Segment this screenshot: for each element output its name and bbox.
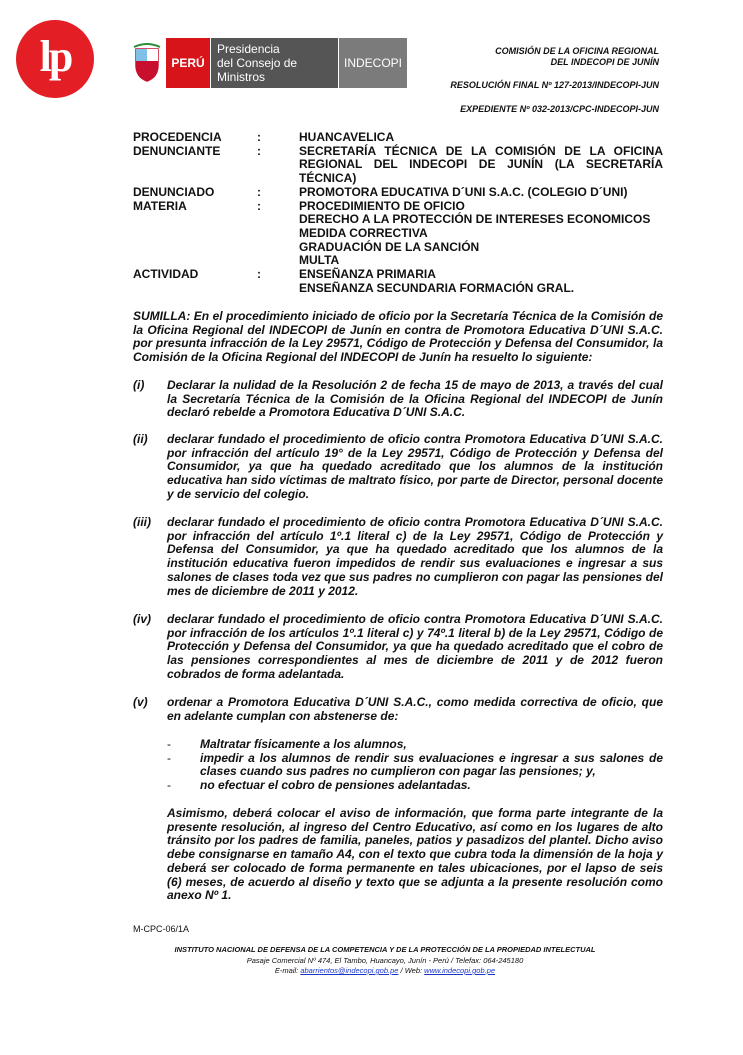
commission-line-1: COMISIÓN DE LA OFICINA REGIONAL [495,46,659,56]
denunciante-row [133,145,663,186]
colon: : [257,184,261,199]
colon: : [257,130,261,144]
list-item [167,779,663,793]
email-prefix: E-mail: [274,966,301,975]
coat-of-arms-icon [128,38,166,88]
web-link[interactable]: www.indecopi.gob.pe [424,966,496,975]
denunciante-value: SECRETARÍA TÉCNICA DE LA COMISIÓN DE LA OFICINA REGIONAL DEL INDECOPI DE JUNÍN (LA SECRETARÍA TÉCNICA) [299,143,663,186]
email-link[interactable]: abarrientos@indecopi.gob.pe [300,966,399,975]
item-number: (iii) [133,515,151,529]
lp-logo: lp [16,20,94,98]
actividad-row [133,268,663,295]
materia-item: MEDIDA CORRECTIVA [299,225,428,240]
actividad-item: ENSEÑANZA PRIMARIA [299,267,436,282]
pcm-line-1: Presidencia [217,42,280,56]
materia-values [299,200,663,269]
footer-address: Pasaje Comercial Nº 474, El Tambo, Huancayo, Junín - Perú / Telefax: 064-245180 [246,955,524,965]
actividad-values [299,268,663,295]
resolution-item [133,613,663,682]
procedencia-row [133,131,663,145]
footer-institute: INSTITUTO NACIONAL DE DEFENSA DE LA COMPETENCIA Y DE LA PROTECCIÓN DE LA PROPIEDAD INTELECTUAL [174,945,596,954]
resolution-item [133,696,663,723]
page-footer [120,945,650,977]
dash: - [167,778,171,793]
indecopi-label: INDECOPI [338,38,407,88]
procedencia-value: HUANCAVELICA [299,130,395,144]
expediente-number: EXPEDIENTE Nº 032-2013/CPC-INDECOPI-JUN [460,104,659,114]
item-number: (iv) [133,612,151,626]
materia-label: MATERIA [133,198,187,213]
list-item [167,738,663,752]
form-code: M-CPC-06/1A [133,924,190,934]
resolution-item [133,379,663,420]
resolution-item [133,516,663,598]
list-item-text: no efectuar el cobro de pensiones adelantadas. [200,778,471,793]
item-number: (ii) [133,432,148,446]
web-prefix: / Web: [398,966,425,975]
denunciado-value: PROMOTORA EDUCATIVA D´UNI S.A.C. (COLEGIO D´UNI) [299,184,628,199]
commission-name [495,46,659,68]
footer-contact [120,966,650,977]
dash: - [167,750,171,765]
peru-label: PERÚ [166,38,210,88]
item-text: declarar fundado el procedimiento de oficio contra Promotora Educativa D´UNI S.A.C. por infracción del artículo 1º.1 literal c) de la Ley 29571, Código de Protección y Defensa del Consumidor, ya que ha quedado acreditado que los alumnos de la institución educativa fueron impedidos de rendir sus evaluaciones e ingresar a sus salones de clases toda vez que sus padres no cumplieron con pagar las pensiones del mes de diciembre de 2011 y 2012. [167,515,663,598]
denunciante-label: DENUNCIANTE [133,143,221,158]
materia-item: MULTA [299,253,340,268]
colon: : [257,143,261,158]
materia-item: PROCEDIMIENTO DE OFICIO [299,198,465,213]
item-text: ordenar a Promotora Educativa D´UNI S.A.C., como medida correctiva de oficio, que en adelante cumplan con abstenerse de: [167,695,663,723]
sumilla-paragraph: SUMILLA: En el procedimiento iniciado de oficio por la Secretaría Técnica de la Comisión de la Oficina Regional del INDECOPI de Junín en contra de Promotora Educativa D´UNI S.A.C. por presunta infracción de la Ley 29571, Código de Protección y Defensa del Consumidor, la Comisión de la Oficina Regional del INDECOPI de Junín ha resuelto lo siguiente: [133,309,663,365]
colon: : [257,198,261,213]
dash: - [167,737,171,751]
materia-row [133,200,663,269]
list-item-text: impedir a los alumnos de rendir sus evaluaciones e ingresar a sus salones de clases cuando sus padres no cumplieron con pagar las pensiones; y, [200,750,663,779]
denunciado-row [133,186,663,200]
procedencia-label: PROCEDENCIA [133,130,222,144]
item-text: Declarar la nulidad de la Resolución 2 de fecha 15 de mayo de 2013, a través del cual la Secretaría Técnica de la Comisión de la Oficina Regional del INDECOPI de Junín declaró rebelde a Promotora Educativa D´UNI S.A.C. [167,378,663,420]
resolution-number: RESOLUCIÓN FINAL Nº 127-2013/INDECOPI-JUN [450,80,659,90]
actividad-label: ACTIVIDAD [133,267,199,282]
item-number: (v) [133,695,148,709]
asimismo-paragraph: Asimismo, deberá colocar el aviso de información, que forma parte integrante de la presente resolución, al ingreso del Centro Educativo, así como en los lugares de alto tránsito por los padres de familia, paneles, patios y pasadizos del plantel. Dicho aviso debe consignarse en tamaño A4, con el texto que cubra toda la dimensión de la hoja y deberá ser colocado de forma permanente en tales ubicaciones, por el lapso de seis (6) meses, de acuerdo al diseño y texto que se adjunta a la presente resolución como anexo Nº 1. [167,806,663,903]
resolution-item [133,433,663,502]
item-text: declarar fundado el procedimiento de oficio contra Promotora Educativa D´UNI S.A.C. por infracción de los artículos 1º.1 literal c) y 74º.1 literal b) de la Ley 29571, Código de Protección y Defensa del Consumidor, ya que ha quedado acreditado que el cobro de las pensiones correspondientes al mes de diciembre de 2011 y de 2012 fueron cobrados de forma adelantada. [167,612,663,681]
materia-item: DERECHO A LA PROTECCIÓN DE INTERESES ECONOMICOS [299,212,651,227]
materia-item: GRADUACIÓN DE LA SANCIÓN [299,239,480,254]
government-logos [128,38,407,88]
corrective-measures-list [167,738,663,793]
item-text: declarar fundado el procedimiento de oficio contra Promotora Educativa D´UNI S.A.C. por infracción del artículo 19° de la Ley 29571, Código de Protección y Defensa del Consumidor, ya que ha quedado acreditado que los alumnos de la institución educativa han sido víctimas de maltrato físico, por parte de Director, personal docente y de servicio del colegio. [167,432,663,501]
denunciado-label: DENUNCIADO [133,184,215,199]
item-number: (i) [133,378,145,392]
pcm-line-2: del Consejo de Ministros [217,56,298,84]
case-metadata [133,131,663,295]
colon: : [257,267,261,282]
list-item [167,752,663,779]
commission-line-2: DEL INDECOPI DE JUNÍN [550,57,659,67]
actividad-item: ENSEÑANZA SECUNDARIA FORMACIÓN GRAL. [299,280,575,295]
list-item-text: Maltratar físicamente a los alumnos, [200,737,407,751]
pcm-label [210,38,338,88]
